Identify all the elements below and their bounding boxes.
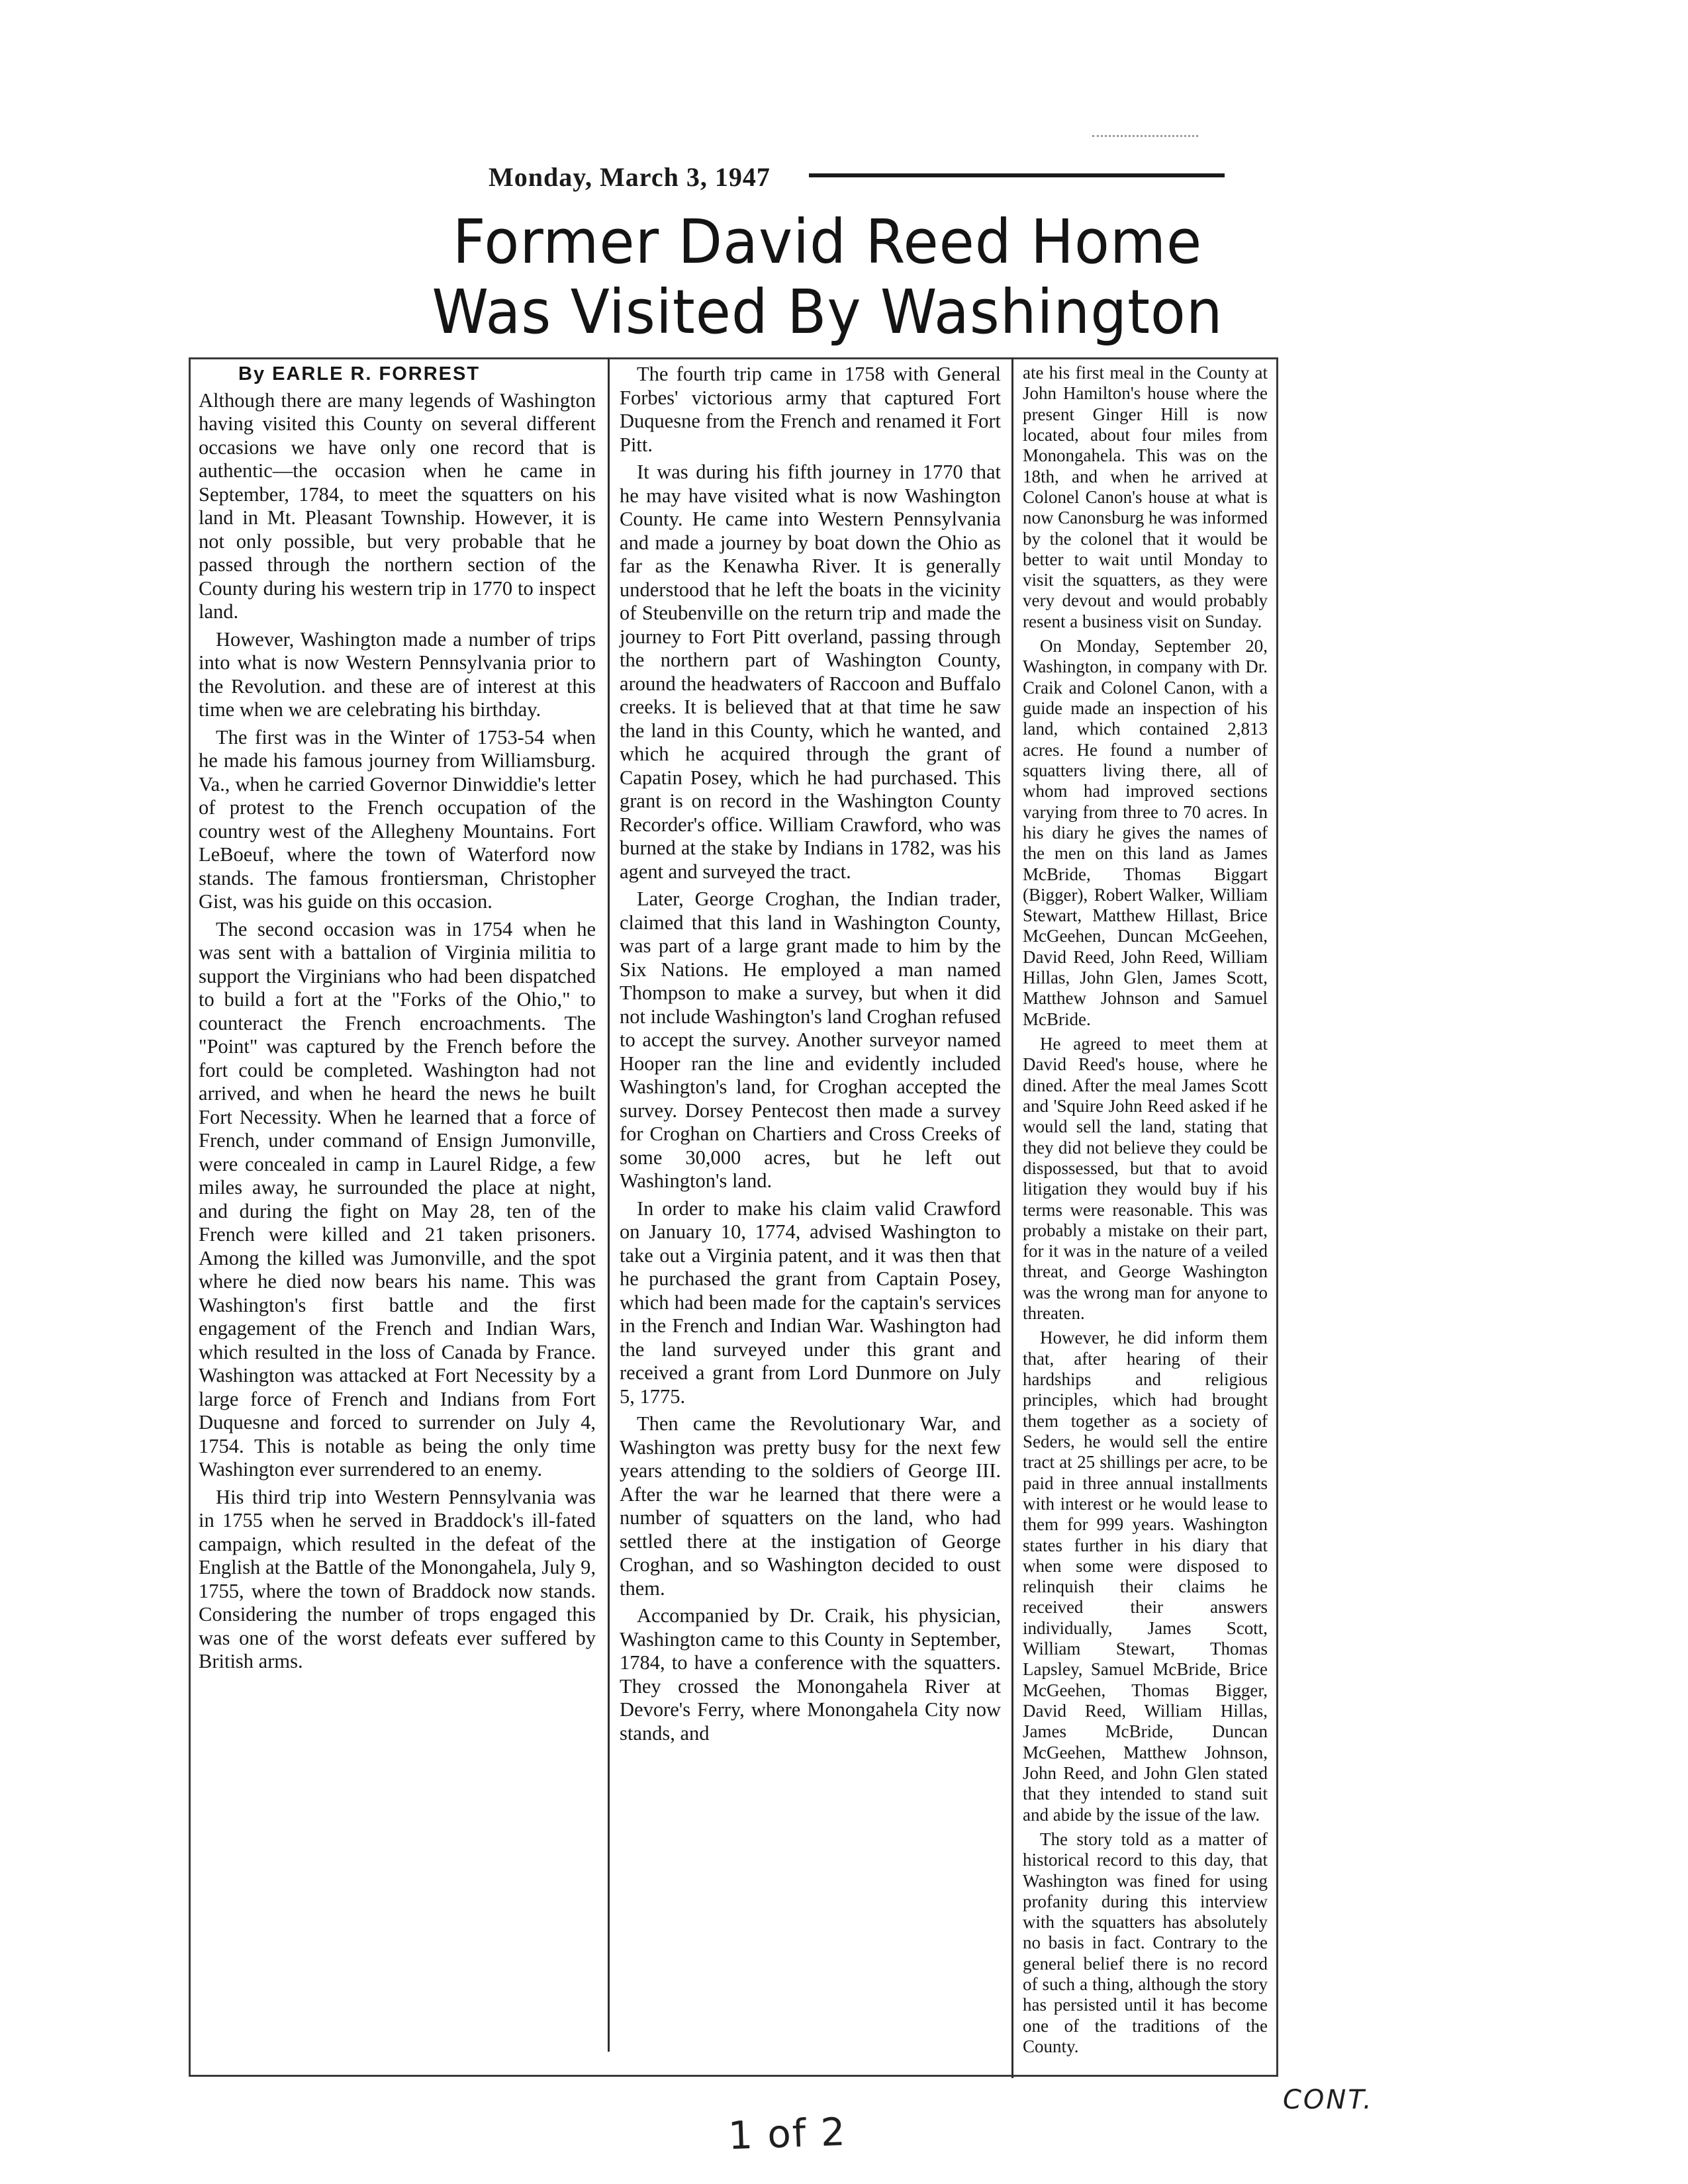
paragraph: In order to make his claim valid Crawford on January 10, 1774, advised Washington to take out a Virginia patent, and it was then that he purchased the grant from Captain Posey, which had been made for the captain's services in the French and Indian War. Washington had the land surveyed under this grant and received a grant from Lord Dunmore on July 5, 1775.	[620, 1197, 1001, 1408]
column-divider-2	[1011, 357, 1013, 2078]
paragraph: The story told as a matter of historical record to this day, that Washington was fined for using profanity during this interview with the squatters has absolutely no basis in fact. Contrary to the general belief there is no record of such a thing, although the story has persisted until it has become one of the traditions of the County.	[1023, 1829, 1268, 2056]
paragraph: Then came the Revolutionary War, and Washington was pretty busy for the next few years attending to the soldiers of George III. After the war he learned that there were a number of squatters on the land, who had settled there at the instigation of George Croghan, and so Washington decided to oust them.	[620, 1412, 1001, 1600]
paragraph: The second occasion was in 1754 when he was sent with a battalion of Virginia militia to support the Virginians who had been dispatched to build a fort at the "Forks of the Ohio," to counteract the French encroachments. The "Point" was captured by the French before the fort could be completed. Washington had not arrived, and when he heard the news he built Fort Necessity. When he learned that a force of French, under command of Ensign Jumonville, were concealed in camp in Laurel Ridge, a few miles away, he surrounded the place at night, and during the fight on May 28, ten of the French were killed and 21 taken prisoners. Among the killed was Jumonville, and the spot where he died now bears his name. This was Washington's first battle and the first engagement of the French and Indian Wars, which resulted in the loss of Canada by France. Washington was attacked at Fort Necessity by a large force of French and Indians from Fort Duquesne and forced to surrender on July 4, 1754. This is notable as being the only time Washington ever surrendered to an enemy.	[199, 917, 596, 1480]
paragraph: His third trip into Western Pennsylvania was in 1755 when he served in Braddock's ill-fated campaign, which resulted in the defeat of the English at the Battle of the Monongahela, July 9, 1755, where the town of Braddock now stands. Considering the number of trops engaged this was one of the worst defeats ever suffered by British arms.	[199, 1485, 596, 1672]
paragraph: However, Washington made a number of trips into what is now Western Pennsylvania prior to the Revolution. and these are of interest at this time when we are celebrating his birthday.	[199, 627, 596, 721]
publication-date: Monday, March 3, 1947	[489, 162, 771, 192]
paragraph: He agreed to meet them at David Reed's house, where he dined. After the meal James Scott and 'Squire John Reed asked if he would sell the land, stating that they did not believe they could be dispossessed, but that to avoid litigation they would buy if his terms were reasonable. This was probably a mistake on their part, for it was in the nature of a veiled threat, and George Washington was the wrong man for anyone to threaten.	[1023, 1034, 1268, 1324]
column-divider-1	[608, 357, 610, 2052]
headline-line-1: Former David Reed Home	[452, 206, 1203, 277]
paragraph: Later, George Croghan, the Indian trader, claimed that this land in Washington County, was part of a large grant made to him by the Six Nations. He employed a man named Thompson to make a survey, but when it did not include Washington's land Croghan refused to accept the survey. Another surveyor named Hooper ran the line and evidently included Washington's land, for Croghan accepted the survey. Dorsey Pentecost then made a survey for Croghan on Chartiers and Cross Creeks of some 30,000 acres, but he left out Washington's land.	[620, 887, 1001, 1192]
paragraph: Although there are many legends of Washington having visited this County on several different occasions we have only one record that is authentic—the occasion when he came in September, 1784, to meet the squatters on his land in Mt. Pleasant Township. However, it is not only possible, but very probable that he passed through the northern section of the County during his western trip in 1770 to inspect land.	[199, 388, 596, 623]
paragraph: However, he did inform them that, after hearing of their hardships and religious principles, which had brought them together as a society of Seders, he would sell the entire tract at 25 shillings per acre, to be paid in three annual installments with interest or he would lease to them for 999 years. Washington states further in his diary that when some were disposed to relinquish their claims he received their answers individually, James Scott, William Stewart, Thomas Lapsley, Samuel McBride, Brice McGeehen, Thomas Bigger, David Reed, William Hillas, James McBride, Duncan McGeehen, Matthew Johnson, John Reed, and John Glen stated that they intended to stand suit and abide by the issue of the law.	[1023, 1328, 1268, 1825]
handwritten-page-number: 1 of 2	[727, 2109, 847, 2159]
paragraph: On Monday, September 20, Washington, in company with Dr. Craik and Colonel Canon, with a guide made an inspection of his land, which contained 2,813 acres. He found a number of squatters living there, all of whom had improved sections varying from three to 70 acres. In his diary he gives the names of the men on this land as James McBride, Thomas Biggart (Bigger), Robert Walker, William Stewart, Matthew Hillast, Brice McGeehen, Duncan McGeehen, David Reed, John Reed, William Hillas, John Glen, James Scott, Matthew Johnson and Samuel McBride.	[1023, 636, 1268, 1029]
headline-line-2: Was Visited By Washington	[432, 277, 1223, 347]
article-column-2	[620, 363, 1001, 1749]
paragraph: The first was in the Winter of 1753-54 when he made his famous journey from Williamsburg. Va., when he carried Governor Dinwiddie's letter of protest to the French occupation of the country west of the Allegheny Mountains. Fort LeBoeuf, where the town of Waterford now stands. The famous frontiersman, Christopher Gist, was his guide on this occasion.	[199, 725, 596, 913]
paragraph: It was during his fifth journey in 1770 that he may have visited what is now Washington County. He came into Western Pennsylvania and made a journey by boat down the Ohio as far as the Kenawha River. It is generally understood that he left the boats in the vicinity of Steubenville on the return trip and made the journey to Fort Pitt overland, passing through the northern part of Washington County, around the headwaters of Raccoon and Buffalo creeks. It is believed that at that time he saw the land in this County, which he wanted, and which he acquired through the grant of Capatin Posey, which he had purchased. This grant is on record in the Washington County Recorder's office. William Crawford, who was burned at the stake by Indians in 1782, was his agent and surveyed the tract.	[620, 461, 1001, 883]
paragraph: ate his first meal in the County at John Hamilton's house where the present Ginger Hill is now located, about four miles from Monongahela. This was on the 18th, and when he arrived at Colonel Canon's house at what is now Canonsburg he was informed by the colonel that it would be better to wait until Monday to visit the squatters, as they were very devout and would probably resent a business visit on Sunday.	[1023, 363, 1268, 631]
byline: By EARLE R. FORREST	[238, 363, 481, 385]
dateline-rule	[809, 173, 1225, 177]
article-column-1	[199, 363, 596, 1678]
handwritten-continued-note: CONT.	[1283, 2085, 1374, 2115]
paragraph: The fourth trip came in 1758 with General Forbes' victorious army that captured Fort Duquesne from the French and renamed it Fort Pitt.	[620, 363, 1001, 456]
faint-print-mark	[1092, 135, 1198, 141]
article-column-3-body	[1023, 363, 1268, 2061]
paragraph: Accompanied by Dr. Craik, his physician, Washington came to this County in September, 1784, to have a conference with the squatters. They crossed the Monongahela River at Devore's Ferry, where Monongahela City now stands, and	[620, 1604, 1001, 1745]
